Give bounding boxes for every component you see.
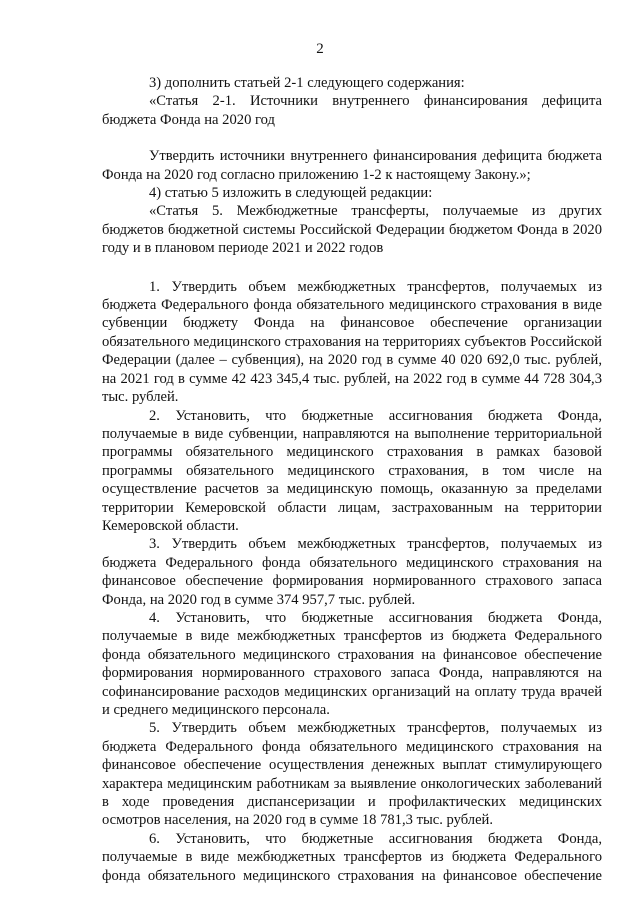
article-5-item-5: 5. Утвердить объем межбюджетных трансфертов, получаемых из бюджета Федерального фонда обязательного медицинского страхования на финансовое обеспечение осуществления денежных выплат стимулирующего характера медицинским работникам за выявление онкологических заболеваний в ходе проведения диспансеризации и профилактических медицинских осмотров населения, на 2020 год в сумме 18 781,3 тыс. рублей. <box>102 720 602 829</box>
article-5-item-2: 2. Установить, что бюджетные ассигнования бюджета Фонда, получаемые в виде субвенции, направляются на выполнение территориальной программы обязательного медицинского страхования в рамках базовой программы обязательного медицинского страхования, в том числе на осуществление расчетов за медицинскую помощь, оказанную за пределами территории Кемеровской области лицам, застрахованным на территории Кемеровской области. <box>102 407 602 534</box>
page-number: 2 <box>316 41 324 57</box>
paragraph-amendment-4: 4) статью 5 изложить в следующей редакции: <box>149 185 433 202</box>
paragraph-approve-sources: Утвердить источники внутреннего финансирования дефицита бюджета Фонда на 2020 год согласно приложению 1-2 к настоящему Закону.»; <box>102 148 602 183</box>
article-5-item-1: 1. Утвердить объем межбюджетных трансфертов, получаемых из бюджета Федерального фонда обязательного медицинского страхования в виде субвенции бюджету Фонда на финансовое обеспечение организации обязательного медицинского страхования на территориях субъектов Российской Федерации (далее – субвенция), на 2020 год в сумме 40 020 692,0 тыс. рублей, на 2021 год в сумме 42 423 345,4 тыс. рублей, на 2022 год в сумме 44 728 304,3 тыс. рублей. <box>102 278 602 406</box>
paragraph-amendment-3: 3) дополнить статьей 2-1 следующего содержания: <box>149 75 465 91</box>
article-5-item-3: 3. Утвердить объем межбюджетных трансфертов, получаемых из бюджета Федерального фонда обязательного медицинского страхования на финансовое обеспечение формирования нормированного страхового запаса Фонда, на 2020 год в сумме 374 957,7 тыс. рублей. <box>102 536 602 608</box>
article-5-heading: «Статья 5. Межбюджетные трансферты, получаемые из других бюджетов бюджетной системы Российской Федерации бюджетом Фонда в 2020 году и в плановом периоде 2021 и 2022 годов <box>102 203 602 257</box>
document-body <box>102 74 602 885</box>
article-5-item-4: 4. Установить, что бюджетные ассигнования бюджета Фонда, получаемые в виде межбюджетных трансфертов из бюджета Федерального фонда обязательного медицинского страхования на финансовое обеспечение формирования нормированного страхового запаса Фонда, направляются на софинансирование расходов медицинских организаций на оплату труда врачей и среднего медицинского персонала. <box>102 609 602 718</box>
spacer <box>102 258 602 278</box>
article-2-1-heading: «Статья 2-1. Источники внутреннего финансирования дефицита бюджета Фонда на 2020 год <box>102 93 602 128</box>
article-5-item-6: 6. Установить, что бюджетные ассигнования бюджета Фонда, получаемые в виде межбюджетных трансфертов из бюджета Федерального фонда обязательного медицинского страхования на финансовое обеспечение <box>102 830 602 884</box>
spacer <box>102 129 602 147</box>
